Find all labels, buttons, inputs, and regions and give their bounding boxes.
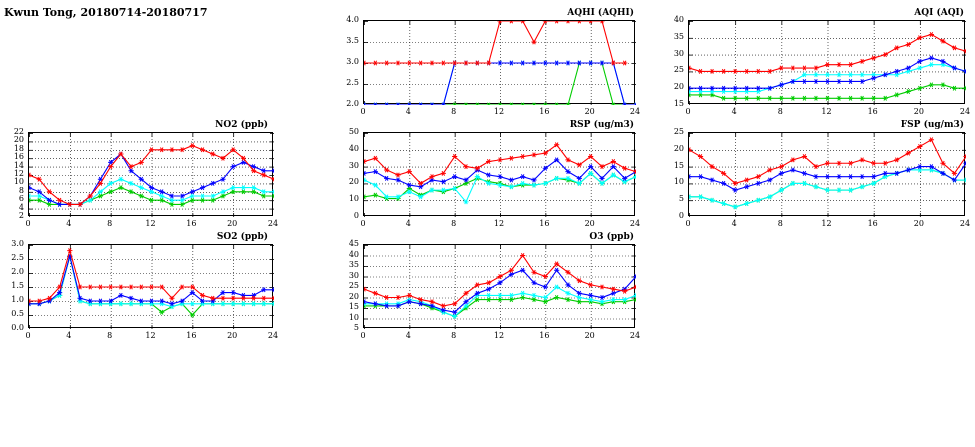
y-tick-label: 40 [348, 249, 359, 259]
y-tick-label: 0.5 [11, 309, 24, 318]
x-tick-label: 12 [821, 219, 832, 228]
plot-area-aqhi [363, 20, 635, 104]
chart-title-aqhi: AQHI (AQHI) [567, 8, 634, 18]
x-tick-label: 20 [913, 107, 924, 116]
y-tick-label: 45 [348, 239, 359, 248]
x-tick-label: 24 [629, 331, 641, 340]
plot-area-o3 [363, 244, 635, 328]
chart-panel-o3 [335, 232, 641, 340]
y-tick-label: 1.0 [11, 295, 24, 304]
y-tick-label: 20 [348, 177, 359, 187]
x-tick-label: 8 [777, 219, 783, 228]
x-tick-label: 0 [685, 107, 691, 116]
y-tick-label: 5 [678, 194, 684, 204]
plot-area-no2 [28, 132, 273, 216]
chart-title-fsp: FSP (ug/m3) [900, 120, 964, 130]
y-tick-label: 14 [13, 160, 24, 170]
y-tick-label: 4.0 [346, 15, 359, 24]
y-tick-label: 3.0 [11, 239, 24, 248]
chart-panel-aqi [660, 8, 971, 116]
x-tick-label: 24 [267, 331, 279, 340]
y-tick-label: 20 [673, 82, 684, 92]
y-tick-label: 35 [348, 260, 359, 269]
y-tick-label: 30 [673, 48, 684, 58]
plot-area-so2 [28, 244, 273, 328]
y-tick-label: 0 [678, 211, 684, 220]
x-tick-label: 24 [267, 219, 279, 228]
y-tick-label: 20 [348, 291, 359, 301]
x-tick-label: 24 [629, 219, 641, 228]
chart-panel-no2 [0, 120, 290, 228]
y-tick-label: 3.5 [346, 36, 359, 45]
x-tick-label: 20 [227, 331, 238, 340]
y-tick-label: 25 [673, 65, 684, 75]
chart-title-o3: O3 (ppb) [589, 232, 634, 242]
chart-svg-no2 [29, 133, 274, 217]
y-tick-label: 2.0 [11, 267, 24, 276]
y-tick-label: 10 [13, 177, 24, 187]
x-tick-label: 12 [145, 331, 156, 340]
x-tick-label: 20 [227, 219, 238, 228]
y-tick-label: 25 [673, 127, 684, 136]
y-tick-label: 10 [348, 194, 359, 204]
y-tick-label: 50 [348, 127, 359, 136]
x-tick-label: 4 [731, 219, 737, 228]
x-tick-label: 20 [584, 331, 595, 340]
x-tick-label: 24 [629, 107, 641, 116]
x-tick-label: 0 [360, 107, 366, 116]
chart-svg-fsp [689, 133, 966, 217]
y-tick-label: 22 [13, 127, 24, 136]
plot-area-aqi [688, 20, 965, 104]
x-tick-label: 16 [186, 331, 197, 340]
y-tick-label: 15 [673, 160, 684, 170]
x-tick-label: 16 [186, 219, 197, 228]
y-tick-label: 40 [673, 15, 684, 24]
x-tick-label: 16 [539, 219, 550, 228]
y-tick-label: 20 [13, 135, 24, 145]
chart-panel-rsp [335, 120, 641, 228]
y-tick-label: 2.5 [346, 78, 359, 87]
x-tick-label: 12 [493, 219, 505, 228]
y-tick-label: 8 [18, 185, 24, 195]
plot-area-fsp [688, 132, 965, 216]
x-tick-label: 20 [584, 219, 595, 228]
x-tick-label: 16 [867, 219, 878, 228]
x-tick-label: 4 [405, 331, 411, 340]
y-tick-label: 40 [348, 143, 359, 153]
y-tick-label: 16 [13, 152, 24, 162]
chart-svg-rsp [364, 133, 636, 217]
x-tick-label: 8 [451, 331, 457, 340]
x-tick-label: 12 [145, 219, 156, 228]
x-tick-label: 0 [685, 219, 691, 228]
y-tick-label: 2 [18, 211, 24, 220]
x-tick-label: 8 [451, 219, 457, 228]
y-tick-label: 15 [673, 99, 684, 108]
chart-title-no2: NO2 (ppb) [215, 120, 268, 130]
chart-title-so2: SO2 (ppb) [216, 232, 268, 242]
x-tick-label: 12 [493, 107, 505, 116]
x-tick-label: 0 [25, 331, 31, 340]
y-tick-label: 2.0 [346, 99, 359, 108]
x-tick-label: 16 [539, 107, 550, 116]
chart-panel-so2 [0, 232, 290, 340]
x-tick-label: 20 [913, 219, 924, 228]
y-tick-label: 35 [673, 31, 684, 41]
x-tick-label: 0 [360, 331, 366, 340]
chart-panel-fsp [660, 120, 971, 228]
y-tick-label: 18 [13, 143, 24, 153]
y-tick-label: 30 [348, 160, 359, 170]
y-tick-label: 4 [18, 202, 24, 212]
chart-svg-aqhi [364, 21, 636, 105]
x-tick-label: 16 [539, 331, 550, 340]
x-tick-label: 8 [451, 107, 457, 116]
chart-title-aqi: AQI (AQI) [914, 8, 964, 18]
y-tick-label: 25 [348, 281, 359, 290]
y-tick-label: 10 [348, 312, 359, 322]
y-tick-label: 15 [348, 302, 359, 311]
x-tick-label: 24 [959, 219, 971, 228]
x-tick-label: 8 [107, 331, 113, 340]
chart-svg-so2 [29, 245, 274, 329]
y-tick-label: 1.5 [11, 281, 24, 290]
y-tick-label: 20 [673, 143, 684, 153]
y-tick-label: 30 [348, 270, 359, 280]
chart-svg-aqi [689, 21, 966, 105]
x-tick-label: 8 [777, 107, 783, 116]
y-tick-label: 6 [18, 194, 24, 204]
page-title: Kwun Tong, 20180714-20180717 [4, 6, 208, 19]
y-tick-label: 0 [353, 211, 359, 220]
y-tick-label: 10 [673, 177, 684, 187]
y-tick-label: 5 [353, 323, 359, 332]
x-tick-label: 0 [25, 219, 31, 228]
y-tick-label: 0.0 [11, 323, 24, 332]
x-tick-label: 12 [493, 331, 505, 340]
x-tick-label: 4 [66, 331, 72, 340]
y-tick-label: 2.5 [11, 253, 24, 262]
y-tick-label: 3.0 [346, 57, 359, 66]
x-tick-label: 4 [405, 219, 411, 228]
x-tick-label: 4 [731, 107, 737, 116]
x-tick-label: 4 [66, 219, 72, 228]
x-tick-label: 24 [959, 107, 971, 116]
x-tick-label: 20 [584, 107, 595, 116]
x-tick-label: 16 [867, 107, 878, 116]
chart-title-rsp: RSP (ug/m3) [569, 120, 634, 130]
x-tick-label: 12 [821, 107, 832, 116]
chart-svg-o3 [364, 245, 636, 329]
x-tick-label: 8 [107, 219, 113, 228]
plot-area-rsp [363, 132, 635, 216]
x-tick-label: 0 [360, 219, 366, 228]
x-tick-label: 4 [405, 107, 411, 116]
chart-panel-aqhi [335, 8, 641, 116]
y-tick-label: 12 [13, 169, 24, 178]
